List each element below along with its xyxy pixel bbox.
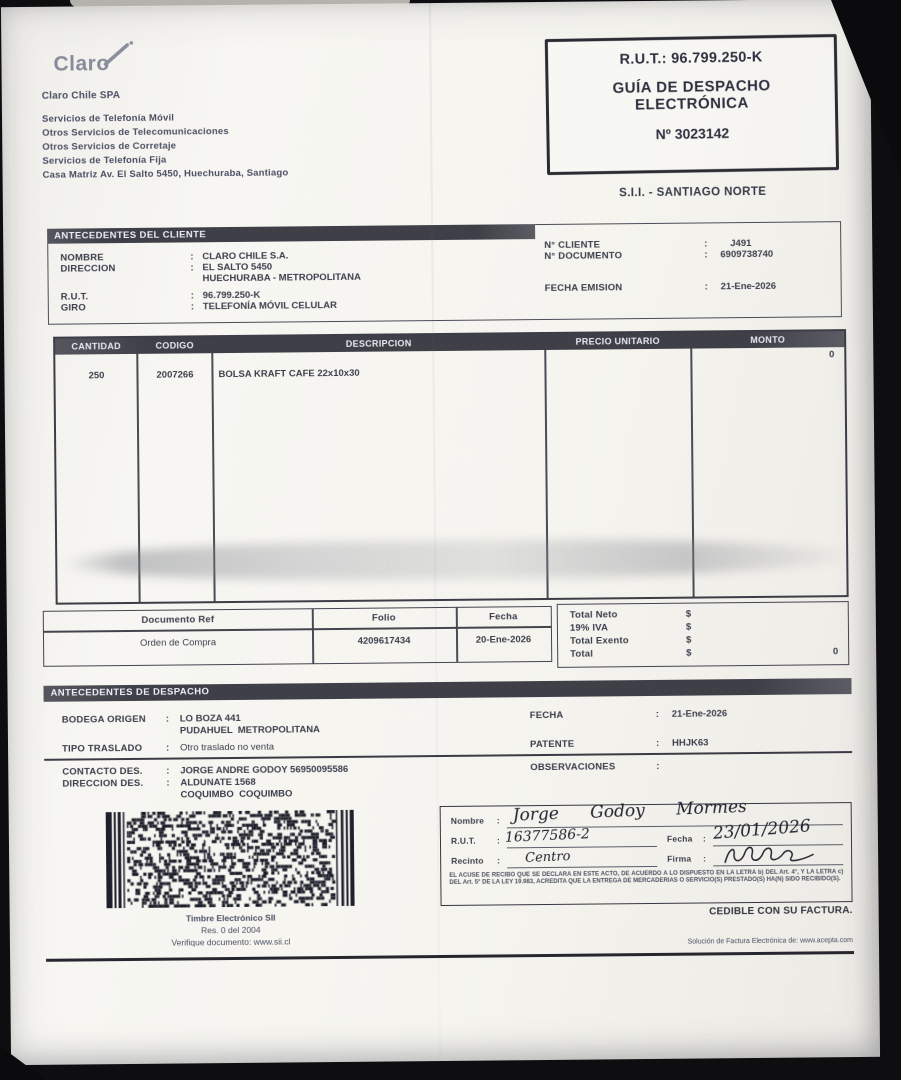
- sii-pdf417-barcode: [106, 810, 355, 908]
- colon-separator: :: [704, 281, 709, 293]
- colon-separator: :: [496, 835, 501, 846]
- colon-separator: :: [190, 301, 195, 313]
- company-line-4: Servicios de Telefonía Fija: [42, 154, 167, 167]
- item-row-monto: 0: [828, 349, 835, 361]
- colon-separator: :: [496, 815, 500, 826]
- bodega-origen-value-1: LO BOZA 441: [179, 712, 241, 725]
- client-giro-label: GIRO: [60, 302, 86, 314]
- items-header-precio-unitario: PRECIO UNITARIO: [575, 335, 660, 347]
- direccion-des-value-2: COQUIMBO COQUIMBO: [180, 788, 293, 801]
- client-giro-value: TELEFONÍA MÓVIL CELULAR: [202, 299, 337, 313]
- provider-footer-text: Solución de Factura Electrónica de: www.acepta.com: [687, 937, 853, 946]
- timbre-line-1: Timbre Electrónico SII: [185, 912, 276, 924]
- ref-header-fecha: Fecha: [489, 611, 518, 623]
- items-header-descripcion: DESCRIPCION: [345, 338, 412, 349]
- observaciones-label: OBSERVACIONES: [530, 761, 616, 774]
- rut-folio-box: [545, 34, 839, 175]
- ref-row-documento: Orden de Compra: [139, 637, 217, 649]
- colon-separator: :: [497, 855, 501, 866]
- reception-rut-label: R.U.T.: [450, 835, 476, 846]
- contacto-des-label: CONTACTO DES.: [62, 765, 143, 778]
- doc-type-line-1: GUÍA DE DESPACHO: [612, 77, 771, 97]
- client-ncliente-label: N° CLIENTE: [544, 239, 601, 251]
- doc-type-line-2: ELECTRÓNICA: [634, 94, 749, 114]
- tipo-traslado-label: TIPO TRASLADO: [62, 742, 143, 755]
- company-line-1: Servicios de Telefonía Móvil: [41, 112, 175, 125]
- claro-logo-text: Claro: [53, 52, 110, 76]
- colon-separator: :: [166, 777, 170, 789]
- reception-rut-line: [507, 846, 657, 848]
- company-line-5: Casa Matriz Av. El Salto 5450, Huechuraba, Santiago: [42, 167, 289, 181]
- reception-box: [440, 796, 853, 906]
- items-table-header-row: [55, 331, 844, 355]
- total-label: Total: [570, 648, 594, 660]
- reception-fecha-label: Fecha: [666, 833, 693, 844]
- client-direccion-value-2: HUECHURABA - METROPOLITANA: [202, 271, 361, 285]
- total-exento-currency: $: [685, 634, 692, 646]
- reception-nombre-label: Nombre: [450, 815, 485, 826]
- reception-fecha-handwriting: 23/01/2026: [712, 816, 812, 844]
- reception-legal-text: EL ACUSE DE RECIBO QUE SE DECLARA EN ESTE ACTO, DE ACUERDO A LO DISPUESTO EN LA LETRA b) DEL Art. 4°, Y LA LETRA c) DEL Art. 5° DE LA LEY 19.983, ACREDITA QUE LA ENTREGA DE MERCADERIAS O SERVICIO(S) PRESTADO(S) HA(N) SIDO RECIBIDO(S).: [449, 869, 844, 886]
- timbre-line-3: Verifique documento: www.sii.cl: [171, 936, 291, 948]
- colon-separator: :: [704, 238, 708, 250]
- despacho-section-title: ANTECEDENTES DE DESPACHO: [50, 686, 210, 699]
- ref-row-fecha: 20-Ene-2026: [475, 634, 532, 646]
- totals-box: [557, 601, 850, 668]
- colon-separator: :: [190, 290, 195, 302]
- timbre-line-2: Res. 0 del 2004: [200, 924, 261, 936]
- bottom-divider-line: [46, 951, 854, 962]
- rut-box-rut: R.U.T.: 96.799.250-K: [619, 49, 763, 68]
- items-header-codigo: CODIGO: [155, 340, 194, 351]
- item-row-cantidad: 250: [88, 370, 105, 382]
- patente-value: HHJK63: [671, 737, 709, 749]
- ref-header-documento: Documento Ref: [141, 614, 215, 626]
- reception-firma-signature-scribble: [721, 843, 821, 870]
- client-section-title: ANTECEDENTES DEL CLIENTE: [54, 229, 207, 242]
- colon-separator: :: [190, 251, 194, 263]
- client-section: [47, 221, 842, 325]
- client-fecha-emision-label: FECHA EMISION: [544, 282, 623, 294]
- patente-label: PATENTE: [529, 738, 575, 751]
- claro-logo-pencil-icon: [99, 40, 139, 68]
- reception-rut-handwriting: 16377586-2: [504, 826, 591, 846]
- client-ndocumento-label: N° DOCUMENTO: [544, 250, 623, 262]
- dispatch-guide-paper: [1, 0, 880, 1065]
- bodega-origen-label: BODEGA ORIGEN: [61, 713, 146, 726]
- client-nombre-value: CLARO CHILE S.A.: [202, 250, 289, 263]
- iva-currency: $: [685, 621, 692, 633]
- item-row-descripcion: BOLSA KRAFT CAFE 22x10x30: [218, 367, 360, 381]
- tipo-traslado-value: Otro traslado no venta: [180, 741, 275, 754]
- client-rut-label: R.U.T.: [60, 291, 89, 303]
- colon-separator: :: [655, 737, 660, 749]
- colon-separator: :: [702, 833, 707, 844]
- bodega-origen-value-2: PUDAHUEL METROPOLITANA: [179, 724, 320, 737]
- client-direccion-value-1: EL SALTO 5450: [202, 261, 273, 274]
- reception-recinto-handwriting: Centro: [524, 848, 571, 866]
- client-nombre-label: NOMBRE: [60, 252, 104, 264]
- ref-header-divider: [44, 626, 551, 632]
- reception-nombre-handwriting: Jorge Godoy Mormes: [512, 796, 748, 826]
- reception-firma-label: Firma: [667, 853, 692, 864]
- contacto-des-value: JORGE ANDRE GODOY 56950095586: [180, 763, 349, 777]
- client-ncliente-value: J491: [730, 238, 752, 250]
- folio-number: Nº 3023142: [655, 124, 730, 143]
- client-fecha-emision-value: 21-Ene-2026: [720, 280, 777, 293]
- item-row-codigo: 2007266: [156, 369, 194, 381]
- client-section-header: [47, 224, 535, 244]
- despacho-fecha-label: FECHA: [529, 709, 564, 722]
- company-line-3: Otros Servicios de Corretaje: [42, 140, 177, 153]
- colon-separator: :: [703, 853, 707, 864]
- client-ndocumento-value: 6909738740: [720, 248, 774, 261]
- iva-label: 19% IVA: [569, 622, 609, 634]
- items-header-monto: MONTO: [750, 334, 786, 346]
- colon-separator: :: [165, 713, 170, 725]
- client-direccion-label: DIRECCION: [60, 263, 116, 275]
- ref-row-folio: 4209617434: [357, 635, 411, 647]
- reception-recinto-line: [507, 866, 657, 868]
- colon-separator: :: [655, 708, 660, 720]
- cedible-text: CEDIBLE CON SU FACTURA.: [709, 905, 853, 918]
- company-info: [42, 88, 289, 180]
- despacho-fecha-value: 21-Ene-2026: [671, 708, 728, 720]
- reference-table: [43, 606, 553, 667]
- company-name: Claro Chile SPA: [41, 90, 121, 102]
- paper-torn-top-edge: [70, 0, 410, 7]
- total-exento-label: Total Exento: [570, 635, 629, 647]
- despacho-section-header: [43, 678, 851, 702]
- total-neto-currency: $: [685, 608, 692, 620]
- ref-header-folio: Folio: [371, 612, 396, 624]
- colon-separator: :: [656, 760, 660, 772]
- total-currency: $: [686, 647, 692, 659]
- colon-separator: :: [166, 742, 170, 754]
- claro-logo: [53, 41, 183, 84]
- colon-separator: :: [166, 765, 170, 777]
- sii-office: S.I.I. - SANTIAGO NORTE: [619, 185, 767, 200]
- items-header-cantidad: CANTIDAD: [71, 341, 121, 352]
- client-rut-value: 96.799.250-K: [202, 289, 261, 302]
- colon-separator: :: [704, 249, 708, 261]
- company-line-2: Otros Servicios de Telecomunicaciones: [42, 126, 229, 139]
- direccion-des-value-1: ALDUNATE 1568: [180, 776, 256, 789]
- total-value: 0: [832, 646, 839, 658]
- reception-recinto-label: Recinto: [451, 855, 484, 866]
- colon-separator: :: [190, 262, 194, 274]
- total-neto-label: Total Neto: [569, 609, 618, 621]
- direccion-des-label: DIRECCION DES.: [62, 777, 144, 790]
